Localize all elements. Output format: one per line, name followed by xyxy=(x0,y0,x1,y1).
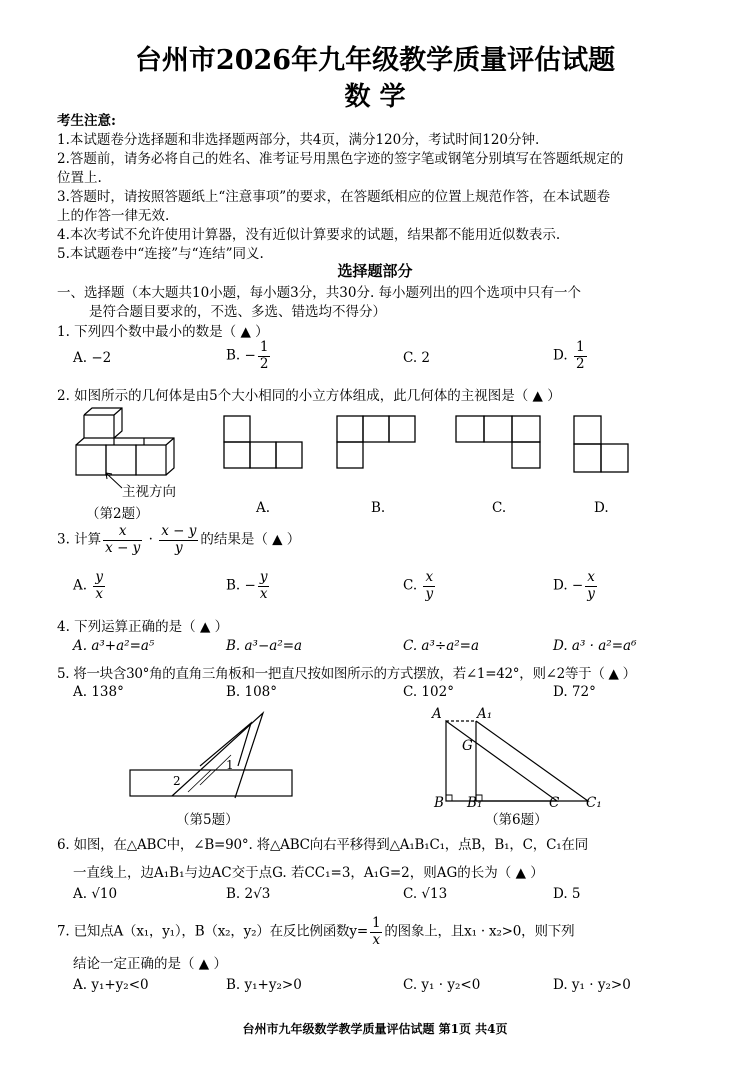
question-5-stem: 5. 将一块含30°角的直角三角板和一把直尺按如图所示的方式摆放，若∠1=42°，则∠2等于（ ▲ ） xyxy=(57,666,636,682)
question-4-stem: 4. 下列运算正确的是（ ▲ ） xyxy=(57,619,229,635)
q2-option-d-label[interactable]: D. xyxy=(594,500,609,516)
notice-line: 位置上. xyxy=(57,170,102,186)
q1-option-c[interactable]: C. 2 xyxy=(403,350,431,366)
q6-point-b: B xyxy=(434,795,444,811)
q2-figure-caption: （第2题） xyxy=(86,506,149,522)
q2-option-d-figure[interactable] xyxy=(573,415,633,475)
q7-option-b[interactable]: B. y₁+y₂>0 xyxy=(226,977,302,993)
notice-line: 5.本试题卷中“连接”与“连结”同义. xyxy=(57,246,264,262)
q2-option-a-figure[interactable] xyxy=(223,415,303,470)
q4-option-c[interactable]: C. a³÷a²=a xyxy=(403,638,480,654)
notice-line: 3.答题时，请按照答题纸上“注意事项”的要求，在答题纸相应的位置上规范作答，在本试题卷 xyxy=(57,189,611,205)
q6-option-a[interactable]: A. √10 xyxy=(73,886,118,902)
q5-angle-2-label: 2 xyxy=(173,774,181,788)
question-3-stem: 3. 计算 $\frac{x}{x - y}$ · $\frac{x - y}{y}$ 的结果是（ ▲ ） xyxy=(57,523,301,556)
q5-angle-1-label: 1 xyxy=(226,758,234,772)
q6-figure-caption: （第6题） xyxy=(485,812,548,828)
q6-option-d[interactable]: D. 5 xyxy=(553,886,581,902)
q1-option-d[interactable]: D. $\frac{1}{2}$ xyxy=(553,339,585,372)
q6-option-c[interactable]: C. √13 xyxy=(403,886,448,902)
q6-point-a: A xyxy=(432,706,442,722)
notice-line: 4.本次考试不允许使用计算器，没有近似计算要求的试题，结果都不能用近似数表示. xyxy=(57,227,561,243)
q2-view-direction-label: 主视方向 xyxy=(122,484,176,500)
question-6-stem: 6. 如图，在△ABC中，∠B=90°. 将△ABC向右平移得到△A₁B₁C₁，点B，B₁，C，C₁在同 xyxy=(57,837,589,853)
exam-title: 台州市2026年九年级教学质量评估试题 xyxy=(134,45,616,76)
q5-option-d[interactable]: D. 72° xyxy=(553,684,596,700)
notice-heading: 考生注意: xyxy=(57,113,116,129)
section-intro: 一、选择题（本大题共10小题，每小题3分，共30分. 每小题列出的四个选项中只有一个 xyxy=(57,285,582,301)
question-1-stem: 1. 下列四个数中最小的数是（ ▲ ） xyxy=(57,324,269,340)
q6-point-c1: C₁ xyxy=(586,795,602,811)
q5-figure-caption: （第5题） xyxy=(176,812,239,828)
q2-option-a-label[interactable]: A. xyxy=(256,500,271,516)
q7-option-a[interactable]: A. y₁+y₂<0 xyxy=(73,977,149,993)
notice-line: 上的作答一律无效. xyxy=(57,208,170,224)
q5-option-a[interactable]: A. 138° xyxy=(73,684,124,700)
q5-ruler-triangle-figure xyxy=(128,710,298,800)
q2-option-c-label[interactable]: C. xyxy=(492,500,507,516)
q7-option-c[interactable]: C. y₁ · y₂<0 xyxy=(403,977,481,993)
q4-option-a[interactable]: A. a³+a²=a⁵ xyxy=(73,638,155,654)
q2-option-b-figure[interactable] xyxy=(336,415,416,470)
q1-option-a[interactable]: A. −2 xyxy=(73,350,112,366)
notice-line: 1.本试题卷分选择题和非选择题两部分，共4页，满分120分，考试时间120分钟. xyxy=(57,132,540,148)
question-7-stem: 结论一定正确的是（ ▲ ） xyxy=(73,956,227,972)
question-7-stem: 7. 已知点A（x₁，y₁），B（x₂，y₂）在反比例函数y= $\frac{1}{x}$ 的图象上，且x₁ · x₂>0，则下列 xyxy=(57,915,575,948)
notice-line: 2.答题前，请务必将自己的姓名、准考证号用黑色字迹的签字笔或钢笔分别填写在答题纸规定的 xyxy=(57,151,624,167)
q6-point-g: G xyxy=(462,738,473,754)
q6-option-b[interactable]: B. 2√3 xyxy=(226,886,271,902)
section-title: 选择题部分 xyxy=(337,262,413,280)
page-footer: 台州市九年级数学教学质量评估试题 第1页 共4页 xyxy=(242,1022,508,1036)
q3-option-b[interactable]: B. − $\frac{y}{x}$ xyxy=(226,569,268,602)
question-6-stem: 一直线上，边A₁B₁与边AC交于点G. 若CC₁=3，A₁G=2，则AG的长为（ ▲ ） xyxy=(73,865,544,881)
q4-option-d[interactable]: D. a³ · a²=a⁶ xyxy=(553,638,637,654)
q2-option-b-label[interactable]: B. xyxy=(371,500,386,516)
section-intro: 是符合题目要求的，不选、多选、错选均不得分） xyxy=(89,304,386,320)
q5-option-b[interactable]: B. 108° xyxy=(226,684,278,700)
q7-option-d[interactable]: D. y₁ · y₂>0 xyxy=(553,977,631,993)
q1-option-b[interactable]: B. − $\frac{1}{2}$ xyxy=(226,339,269,372)
q3-option-c[interactable]: C. $\frac{x}{y}$ xyxy=(403,569,434,602)
q6-point-a1: A₁ xyxy=(477,706,493,722)
q3-option-a[interactable]: A. $\frac{y}{x}$ xyxy=(73,569,103,602)
q3-option-d[interactable]: D. − $\frac{x}{y}$ xyxy=(553,569,595,602)
q6-triangle-figure xyxy=(440,715,610,815)
q5-option-c[interactable]: C. 102° xyxy=(403,684,454,700)
subject-title: 数 学 xyxy=(344,82,406,112)
q2-option-c-figure[interactable] xyxy=(455,415,545,470)
q6-point-c: C xyxy=(549,795,560,811)
q4-option-b[interactable]: B. a³−a²=a xyxy=(226,638,303,654)
question-2-stem: 2. 如图所示的几何体是由5个大小相同的小立方体组成，此几何体的主视图是（ ▲ ） xyxy=(57,388,561,404)
q6-point-b1: B₁ xyxy=(467,795,483,811)
